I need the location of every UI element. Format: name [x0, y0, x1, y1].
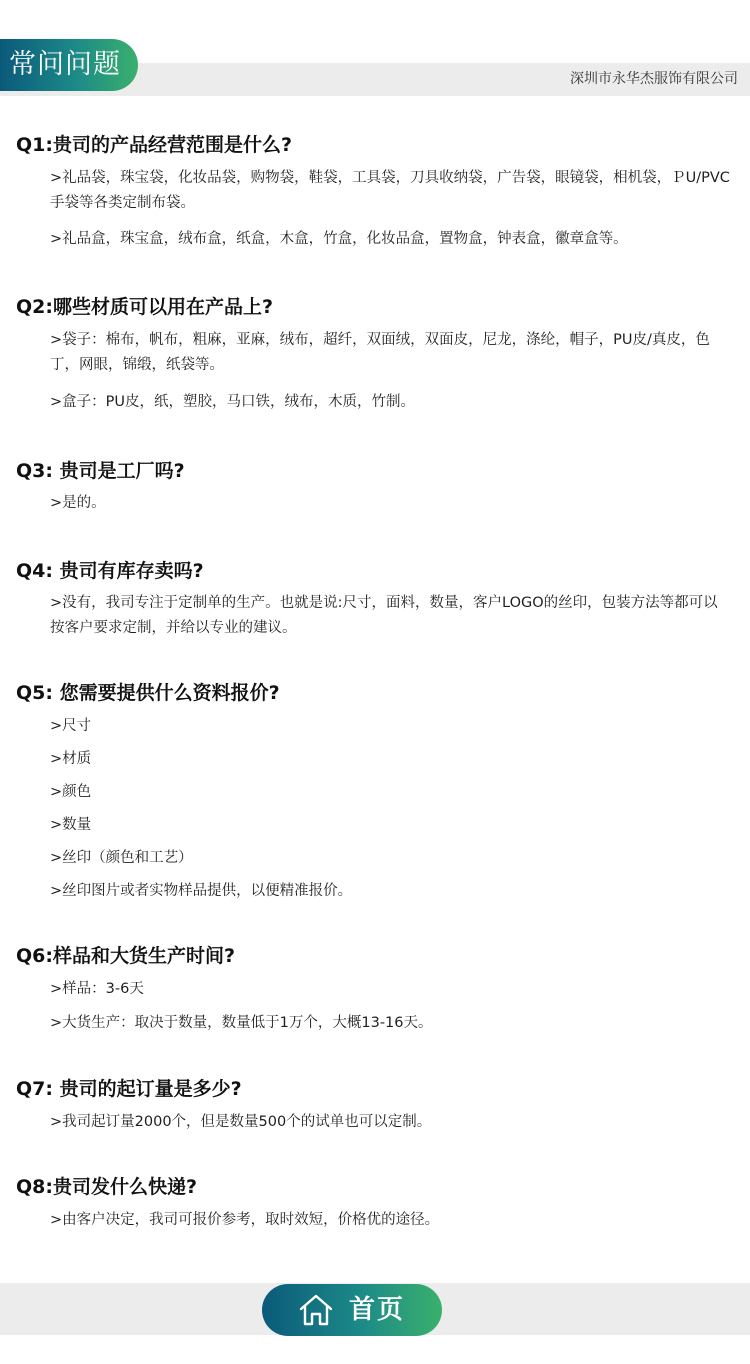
faq-answer: >袋子：棉布，帆布，粗麻，亚麻，绒布，超纤，双面绒，双面皮，尼龙，涤纶，帽子，PU皮/真皮，色丁，网眼，锦缎，纸袋等。	[50, 332, 710, 373]
faq-answer: >礼品盒，珠宝盒，绒布盒，纸盒，木盒，竹盒，化妆品盒，置物盒，钟表盒，徽章盒等。	[50, 231, 628, 247]
faq-answer: >丝印图片或者实物样品提供，以便精准报价。	[50, 883, 353, 899]
faq-answer: >大货生产：取决于数量，数量低于1万个，大概13-16天。	[50, 1015, 433, 1031]
faq-answer: >是的。	[50, 495, 106, 511]
home-button[interactable]	[262, 1284, 442, 1336]
faq-answer: >丝印（颜色和工艺）	[50, 850, 193, 866]
faq-answer: >盒子：PU皮，纸，塑胶，马口铁，绒布，木质，竹制。	[50, 394, 416, 410]
faq-answer: >数量	[50, 817, 92, 833]
faq-answer: >颜色	[50, 784, 92, 800]
faq-question: Q7: 贵司的起订量是多少?	[16, 1078, 242, 1100]
company-name: 深圳市永华杰服饰有限公司	[570, 71, 738, 87]
faq-question: Q6:样品和大货生产时间?	[16, 945, 235, 967]
faq-answer: >尺寸	[50, 718, 92, 734]
faq-answer: >样品：3-6天	[50, 981, 144, 997]
faq-question: Q3: 贵司是工厂吗?	[16, 460, 185, 482]
home-label: 首页	[349, 1295, 406, 1325]
faq-answer: >由客户决定，我司可报价参考，取时效短，价格优的途径。	[50, 1212, 440, 1228]
faq-answer: >礼品袋，珠宝袋，化妆品袋，购物袋，鞋袋，工具袋，刀具收纳袋，广告袋，眼镜袋，相机袋，ＰU/PVC手袋等各类定制布袋。	[50, 170, 730, 211]
faq-answer: >材质	[50, 751, 92, 767]
faq-answer: >我司起订量2000个，但是数量500个的试单也可以定制。	[50, 1114, 432, 1130]
faq-question: Q1:贵司的产品经营范围是什么?	[16, 134, 292, 156]
page-title: 常问问题	[0, 39, 138, 91]
faq-question: Q4: 贵司有库存卖吗?	[16, 560, 204, 582]
home-icon	[298, 1292, 334, 1328]
faq-answer: >没有，我司专注于定制单的生产。也就是说:尺寸，面料，数量，客户LOGO的丝印，包装方法等都可以按客户要求定制，并给以专业的建议。	[50, 595, 718, 636]
faq-question: Q5: 您需要提供什么资料报价?	[16, 682, 280, 704]
faq-question: Q8:贵司发什么快递?	[16, 1176, 197, 1198]
faq-question: Q2:哪些材质可以用在产品上?	[16, 296, 273, 318]
